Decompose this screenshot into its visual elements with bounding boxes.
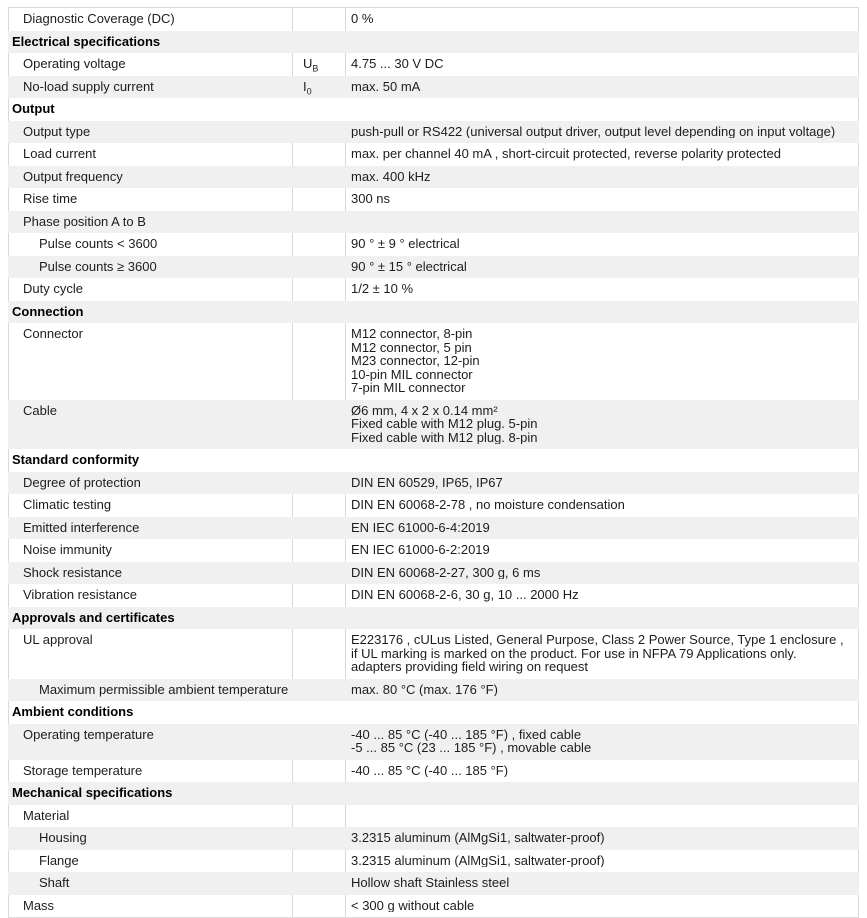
- spec-label-cell: [9, 211, 293, 234]
- spec-value-cell: [346, 805, 858, 828]
- spec-label: Operating voltage: [23, 56, 126, 71]
- spec-value-cell: [346, 827, 858, 850]
- spec-value-line: 1/2 ± 10 %: [351, 282, 414, 296]
- spec-symbol-cell: [293, 895, 346, 918]
- spec-label: Diagnostic Coverage (DC): [23, 11, 175, 26]
- spec-value-line: Fixed cable with M12 plug. 8-pin: [351, 430, 538, 444]
- spec-label: Material: [23, 807, 70, 823]
- spec-value-cell: [346, 562, 858, 585]
- spec-value-cell: [346, 629, 858, 679]
- spec-label: Degree of protection: [23, 474, 141, 490]
- spec-symbol-cell: [293, 256, 346, 279]
- spec-value-line: DIN EN 60068-2-27, 300 g, 6 ms: [351, 565, 541, 579]
- spec-value-cell: [346, 472, 858, 495]
- spec-symbol-cell: [293, 323, 346, 400]
- spec-symbol-cell: [293, 143, 346, 166]
- spec-symbol-cell: [293, 76, 346, 99]
- section-header-row: [8, 782, 859, 805]
- spec-row: [8, 724, 859, 760]
- spec-row: [8, 121, 859, 144]
- spec-symbol-subscript: 0: [306, 86, 312, 97]
- spec-label: Climatic testing: [23, 497, 112, 512]
- spec-label-cell: [9, 629, 293, 679]
- spec-symbol-cell: [293, 562, 346, 585]
- spec-value-cell: [346, 143, 858, 166]
- spec-label: Maximum permissible ambient temperature: [39, 681, 289, 697]
- spec-value-line: M12 connector, 5 pin: [351, 340, 472, 354]
- spec-value-line: 4.75 ... 30 V DC: [351, 57, 444, 71]
- spec-row: [8, 494, 859, 517]
- spec-label: Pulse counts < 3600: [39, 236, 158, 251]
- spec-label-cell: [9, 850, 293, 873]
- spec-value-cell: [346, 517, 858, 540]
- spec-label-cell: [9, 895, 293, 918]
- spec-value-line: 300 ns: [351, 192, 391, 206]
- spec-value-cell: [346, 679, 858, 702]
- spec-value-line: M23 connector, 12-pin: [351, 354, 480, 368]
- spec-symbol-cell: [293, 629, 346, 679]
- spec-value-line: Ø6 mm, 4 x 2 x 0.14 mm²: [351, 403, 498, 417]
- spec-value-line: DIN EN 60068-2-6, 30 g, 10 ... 2000 Hz: [351, 588, 579, 602]
- spec-value-line: max. 50 mA: [351, 79, 421, 93]
- spec-label-cell: [9, 143, 293, 166]
- spec-label-cell: [9, 584, 293, 607]
- spec-value-line: 90 ° ± 15 ° electrical: [351, 259, 467, 273]
- spec-label-cell: [9, 323, 293, 400]
- section-title: Standard conformity: [12, 452, 140, 467]
- spec-symbol-cell: [293, 472, 346, 495]
- spec-row: [8, 211, 859, 234]
- spec-label: Shock resistance: [23, 564, 122, 580]
- spec-value-cell: [346, 278, 858, 301]
- spec-label-cell: [9, 121, 293, 144]
- spec-value-cell: [346, 724, 858, 760]
- spec-label-cell: [9, 53, 293, 76]
- spec-row: [8, 827, 859, 850]
- spec-label: Rise time: [23, 191, 78, 206]
- spec-value-cell: [346, 323, 858, 400]
- spec-value-cell: [346, 850, 858, 873]
- spec-label: Output frequency: [23, 168, 123, 184]
- spec-label-cell: [9, 872, 293, 895]
- section-header-row: [8, 31, 859, 54]
- spec-label: Phase position A to B: [23, 213, 146, 229]
- spec-label-cell: [9, 472, 293, 495]
- spec-symbol-cell: [293, 760, 346, 783]
- spec-label: Cable: [23, 402, 57, 418]
- spec-row: [8, 143, 859, 166]
- spec-value-line: E223176 , cULus Listed, General Purpose, Class 2 Power Source, Type 1 enclosure ,: [351, 633, 844, 647]
- spec-row: [8, 188, 859, 211]
- spec-row: [8, 256, 859, 279]
- spec-value-line: 7-pin MIL connector: [351, 381, 466, 395]
- spec-label-cell: [9, 679, 293, 702]
- spec-label-cell: [9, 400, 293, 450]
- spec-label: Noise immunity: [23, 542, 112, 557]
- spec-row: [8, 539, 859, 562]
- spec-symbol: I: [303, 78, 307, 94]
- spec-value-cell: [346, 188, 858, 211]
- spec-value-line: 90 ° ± 9 ° electrical: [351, 237, 460, 251]
- spec-row: [8, 278, 859, 301]
- spec-value-line: push-pull or RS422 (universal output driver, output level depending on input voltage): [351, 124, 836, 138]
- spec-label: Emitted interference: [23, 519, 140, 535]
- spec-row: [8, 760, 859, 783]
- spec-value-line: -40 ... 85 °C (-40 ... 185 °F) , fixed cable: [351, 727, 582, 741]
- spec-label-cell: [9, 278, 293, 301]
- spec-label: Duty cycle: [23, 281, 83, 296]
- spec-label-cell: [9, 256, 293, 279]
- spec-row: [8, 53, 859, 76]
- spec-label: No-load supply current: [23, 78, 154, 94]
- spec-symbol-cell: [293, 584, 346, 607]
- spec-value-line: max. 80 °C (max. 176 °F): [351, 682, 498, 696]
- section-header-row: [8, 98, 859, 121]
- spec-value-line: -5 ... 85 °C (23 ... 185 °F) , movable cable: [351, 741, 592, 755]
- spec-symbol: U: [303, 56, 313, 71]
- spec-value-cell: [346, 872, 858, 895]
- spec-value-cell: [346, 760, 858, 783]
- spec-value-line: 3.2315 aluminum (AlMgSi1, saltwater-proof): [351, 853, 605, 867]
- section-title: Ambient conditions: [12, 704, 134, 719]
- spec-label-cell: [9, 805, 293, 828]
- spec-symbol-cell: [293, 539, 346, 562]
- spec-value-line: adapters providing field wiring on request: [351, 660, 589, 674]
- spec-value-cell: [346, 121, 858, 144]
- spec-symbol-cell: [293, 233, 346, 256]
- spec-value-cell: [346, 539, 858, 562]
- spec-symbol-cell: [293, 400, 346, 450]
- section-header-row: [8, 701, 859, 724]
- spec-value-cell: [346, 53, 858, 76]
- spec-value-cell: [346, 584, 858, 607]
- spec-value-line: Hollow shaft Stainless steel: [351, 876, 510, 890]
- spec-symbol-cell: [293, 805, 346, 828]
- spec-row: [8, 323, 859, 400]
- spec-value-line: 3.2315 aluminum (AlMgSi1, saltwater-proof): [351, 831, 605, 845]
- spec-row: [8, 629, 859, 679]
- section-header-row: [8, 301, 859, 324]
- spec-label: Vibration resistance: [23, 587, 137, 602]
- spec-label: Load current: [23, 146, 96, 161]
- spec-value-line: < 300 g without cable: [351, 898, 475, 912]
- spec-symbol-cell: [293, 850, 346, 873]
- spec-label-cell: [9, 517, 293, 540]
- spec-symbol-cell: [293, 679, 346, 702]
- spec-value-line: -40 ... 85 °C (-40 ... 185 °F): [351, 763, 509, 777]
- spec-label: UL approval: [23, 632, 93, 647]
- spec-row: [8, 584, 859, 607]
- spec-row: [8, 562, 859, 585]
- spec-value-line: DIN EN 60529, IP65, IP67: [351, 475, 503, 489]
- spec-symbol-cell: [293, 121, 346, 144]
- spec-symbol-cell: [293, 166, 346, 189]
- specification-table: [8, 7, 859, 918]
- spec-label: Connector: [23, 326, 83, 341]
- spec-row: [8, 872, 859, 895]
- spec-value-line: M12 connector, 8-pin: [351, 327, 473, 341]
- section-title: Connection: [12, 303, 84, 319]
- spec-label: Storage temperature: [23, 762, 143, 778]
- spec-value-line: max. 400 kHz: [351, 169, 431, 183]
- spec-value-cell: [346, 400, 858, 450]
- spec-row: [8, 233, 859, 256]
- spec-label-cell: [9, 539, 293, 562]
- spec-row: [8, 679, 859, 702]
- spec-value-cell: [346, 494, 858, 517]
- spec-value-line: DIN EN 60068-2-78 , no moisture condensation: [351, 498, 625, 512]
- spec-value-cell: [346, 233, 858, 256]
- spec-label: Mass: [23, 897, 55, 913]
- spec-symbol-cell: [293, 188, 346, 211]
- spec-row: [8, 517, 859, 540]
- spec-symbol-cell: [293, 8, 346, 31]
- spec-label-cell: [9, 724, 293, 760]
- spec-row: [8, 400, 859, 450]
- spec-value-line: Fixed cable with M12 plug. 5-pin: [351, 417, 538, 431]
- spec-label-cell: [9, 760, 293, 783]
- spec-row: [8, 166, 859, 189]
- section-title: Approvals and certificates: [12, 609, 175, 625]
- spec-value-cell: [346, 256, 858, 279]
- spec-value-cell: [346, 895, 858, 918]
- spec-symbol-subscript: B: [312, 63, 319, 74]
- spec-symbol-cell: [293, 724, 346, 760]
- section-title: Mechanical specifications: [12, 785, 173, 800]
- spec-label: Housing: [39, 830, 87, 845]
- spec-symbol-cell: [293, 827, 346, 850]
- spec-label: Shaft: [39, 875, 70, 890]
- spec-symbol-cell: [293, 53, 346, 76]
- spec-row: [8, 805, 859, 828]
- spec-label-cell: [9, 827, 293, 850]
- spec-row: [8, 8, 859, 31]
- spec-value-cell: [346, 76, 858, 99]
- spec-value-line: 0 %: [351, 12, 374, 26]
- spec-label: Flange: [39, 852, 79, 868]
- spec-symbol-cell: [293, 517, 346, 540]
- spec-value-line: EN IEC 61000-6-2:2019: [351, 543, 490, 557]
- spec-row: [8, 76, 859, 99]
- spec-label-cell: [9, 562, 293, 585]
- spec-symbol-cell: [293, 872, 346, 895]
- spec-label: Operating temperature: [23, 726, 154, 742]
- spec-label: Output type: [23, 123, 91, 139]
- spec-label-cell: [9, 8, 293, 31]
- spec-row: [8, 895, 859, 918]
- spec-row: [8, 472, 859, 495]
- spec-symbol-cell: [293, 211, 346, 234]
- spec-symbol-cell: [293, 278, 346, 301]
- spec-value-cell: [346, 166, 858, 189]
- spec-row: [8, 850, 859, 873]
- spec-value-line: EN IEC 61000-6-4:2019: [351, 520, 490, 534]
- section-title: Electrical specifications: [12, 33, 161, 49]
- section-title: Output: [12, 101, 55, 116]
- spec-symbol-cell: [293, 494, 346, 517]
- spec-value-cell: [346, 211, 858, 234]
- spec-label-cell: [9, 76, 293, 99]
- spec-label-cell: [9, 233, 293, 256]
- spec-label-cell: [9, 166, 293, 189]
- section-header-row: [8, 449, 859, 472]
- spec-value-cell: [346, 8, 858, 31]
- section-header-row: [8, 607, 859, 630]
- spec-value-line: max. per channel 40 mA , short-circuit protected, reverse polarity protected: [351, 147, 781, 161]
- spec-label-cell: [9, 188, 293, 211]
- spec-label-cell: [9, 494, 293, 517]
- spec-label: Pulse counts ≥ 3600: [39, 258, 157, 274]
- spec-value-line: 10-pin MIL connector: [351, 367, 473, 381]
- spec-value-line: if UL marking is marked on the product. For use in NFPA 79 Applications only.: [351, 646, 797, 660]
